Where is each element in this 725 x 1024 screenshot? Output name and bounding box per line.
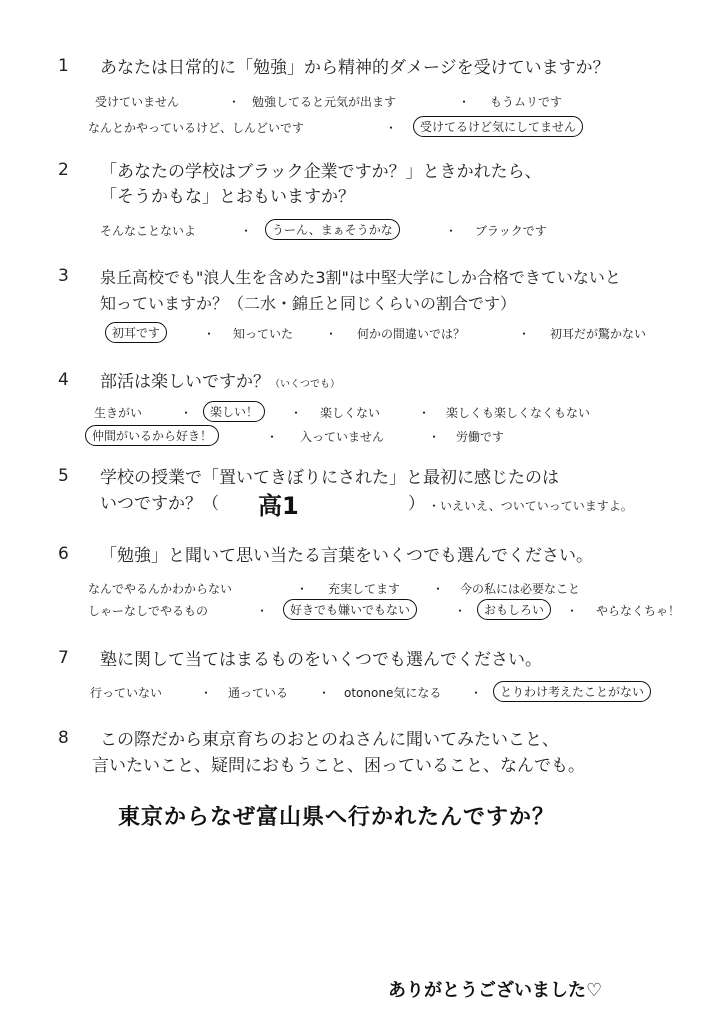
question-text-line1: 「あなたの学校はブラック企業ですか？」ときかれたら、 xyxy=(100,162,542,182)
separator: ・ xyxy=(458,95,471,109)
question-number: 3 xyxy=(58,266,69,286)
separator: ・ xyxy=(428,430,441,444)
option[interactable]: やらなくちゃ！ xyxy=(596,604,681,618)
option[interactable]: なんとかやっているけど、しんどいです xyxy=(88,121,305,135)
option[interactable]: 生きがい xyxy=(94,406,143,420)
question-text-main: 部活は楽しいですか？ xyxy=(100,372,270,392)
separator: ・ xyxy=(180,406,193,420)
question-text-line1: 学校の授業で「置いてきぼりにされた」と最初に感じたのは xyxy=(100,468,559,488)
question-number: 1 xyxy=(58,56,69,76)
separator: ・ xyxy=(256,604,269,618)
separator: ・ xyxy=(325,327,338,341)
separator: ・ xyxy=(470,686,483,700)
option[interactable]: しゃーなしでやるもの xyxy=(88,604,209,618)
separator: ・ xyxy=(454,604,467,618)
question-text: 塾に関して当てはまるものをいくつでも選んでください。 xyxy=(100,650,542,670)
option[interactable]: 入っていません xyxy=(300,430,385,444)
separator: ・ xyxy=(240,224,253,238)
separator: ・ xyxy=(318,686,331,700)
question-number: 4 xyxy=(58,370,69,390)
question-text: 「勉強」と聞いて思い当たる言葉をいくつでも選んでください。 xyxy=(100,546,593,566)
option-selected[interactable]: 楽しい！ xyxy=(203,401,265,422)
separator: ・ xyxy=(228,95,241,109)
option-selected[interactable]: うーん、まぁそうかな xyxy=(265,219,400,240)
option[interactable]: ブラックです xyxy=(475,224,547,238)
separator: ・ xyxy=(418,406,431,420)
option-selected[interactable]: 好きでも嫌いでもない xyxy=(283,599,417,620)
option[interactable]: 知っていた xyxy=(233,327,294,341)
question-number: 7 xyxy=(58,648,69,668)
option-selected[interactable]: 仲間がいるから好き！ xyxy=(85,425,219,446)
question-text xyxy=(100,370,340,397)
question-text-line2-prefix: いつですか？（ xyxy=(100,494,219,514)
separator: ・ xyxy=(385,121,398,135)
option[interactable]: 楽しくない xyxy=(320,406,381,420)
option[interactable]: 労働です xyxy=(456,430,505,444)
question-text-line2-suffix: ） xyxy=(408,494,425,514)
question-text-line1: 泉丘高校でも"浪人生を含めた3割"は中堅大学にしか合格できていないと xyxy=(100,268,621,287)
q5-alt-option[interactable]: ・いえいえ、ついていっていますよ。 xyxy=(428,499,633,513)
option[interactable]: 受けていません xyxy=(95,95,180,109)
option-selected[interactable]: おもしろい xyxy=(477,599,551,620)
question-number: 8 xyxy=(58,728,69,748)
option[interactable]: 今の私には必要なこと xyxy=(460,582,581,596)
separator: ・ xyxy=(566,604,579,618)
closing-message: ありがとうございました♡ xyxy=(388,980,603,1001)
option[interactable]: 何かの間違いでは？ xyxy=(357,327,466,341)
handwritten-question-answer: 東京からなぜ富山県へ行かれたんですか？ xyxy=(118,805,556,830)
option[interactable]: 充実してます xyxy=(328,582,401,596)
option-selected[interactable]: 受けてるけど気にしてません xyxy=(413,116,583,137)
separator: ・ xyxy=(200,686,213,700)
separator: ・ xyxy=(445,224,458,238)
question-note: （いくつでも） xyxy=(270,379,340,390)
separator: ・ xyxy=(518,327,531,341)
option[interactable]: 勉強してると元気が出ます xyxy=(252,95,397,109)
option-selected[interactable]: 初耳です xyxy=(105,322,167,343)
question-text-line2: 言いたいこと、疑問におもうこと、困っていること、なんでも。 xyxy=(92,756,585,776)
separator: ・ xyxy=(290,406,303,420)
question-number: 2 xyxy=(58,160,69,180)
option[interactable]: もうムリです xyxy=(490,95,563,109)
option[interactable]: 初耳だが驚かない xyxy=(550,327,647,341)
option[interactable]: otonone気になる xyxy=(344,686,442,700)
question-number: 6 xyxy=(58,544,69,564)
question-text-line2: 知っていますか？（二水・錦丘と同じくらいの割合です） xyxy=(100,294,517,313)
option-selected[interactable]: とりわけ考えたことがない xyxy=(493,681,651,702)
question-text: あなたは日常的に「勉強」から精神的ダメージを受けていますか？ xyxy=(100,58,610,78)
option[interactable]: そんなことないよ xyxy=(100,224,197,238)
question-text-line2: 「そうかもな」とおもいますか？ xyxy=(100,187,355,207)
separator: ・ xyxy=(432,582,445,596)
option[interactable]: 通っている xyxy=(228,686,289,700)
question-text-line1: この際だから東京育ちのおとのねさんに聞いてみたいこと、 xyxy=(100,730,559,750)
option[interactable]: 楽しくも楽しくなくもない xyxy=(446,406,591,420)
separator: ・ xyxy=(266,430,279,444)
separator: ・ xyxy=(296,582,309,596)
handwritten-answer: 高1 xyxy=(258,492,299,520)
option[interactable]: 行っていない xyxy=(90,686,163,700)
option[interactable]: なんでやるんかわからない xyxy=(88,582,233,596)
question-number: 5 xyxy=(58,466,69,486)
separator: ・ xyxy=(203,327,216,341)
